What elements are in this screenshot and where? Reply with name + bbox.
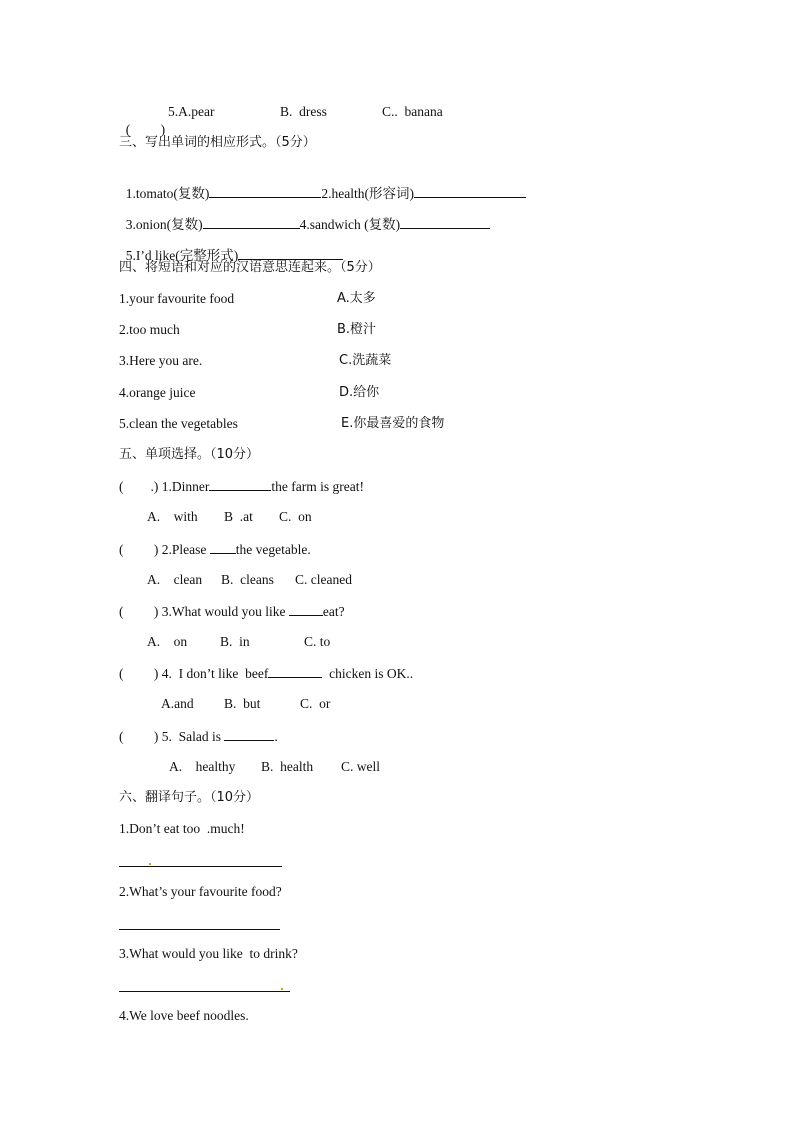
sec5-q3-option-c: C. to <box>304 634 331 649</box>
sec5-q2-option-a: A. clean <box>147 572 203 587</box>
sec4-left-5: 5.clean the vegetables <box>119 416 238 431</box>
sec5-q3-option-b: B. in <box>220 634 250 649</box>
sec6-answer-line-3[interactable] <box>119 991 290 992</box>
sec5-q1-blank[interactable] <box>209 477 271 491</box>
sec3-q3-blank[interactable] <box>203 215 300 229</box>
section-3-title: 三、写出单词的相应形式。（5分） <box>119 135 316 150</box>
question-text: the vegetable. <box>235 542 311 557</box>
sec4-left-3: 3.Here you are. <box>119 353 203 368</box>
sec4-right-e: E.你最喜爱的食物 <box>341 416 445 431</box>
sec2-q5-option-b: B. dress <box>280 104 327 119</box>
answer-paren[interactable]: ( ) <box>119 729 159 744</box>
sec5-q3-option-a: A. on <box>147 634 188 649</box>
sec3-q3-label: 3.onion(复数) <box>125 217 203 232</box>
sec5-q1 <box>119 477 364 496</box>
sec4-left-2: 2.too much <box>119 322 180 337</box>
sec3-q4-blank[interactable] <box>400 215 490 229</box>
question-text: 2.Please <box>158 542 210 557</box>
sec3-q1-blank[interactable] <box>209 184 321 198</box>
sec5-q4 <box>119 664 413 683</box>
sec4-right-a: A.太多 <box>337 291 376 306</box>
sec6-sentence-1: 1.Don’t eat too .much! <box>119 821 245 836</box>
answer-paren[interactable]: ( ) <box>125 122 166 137</box>
question-text: 5. Salad is <box>158 729 225 744</box>
sec5-q1-option-a: A. with <box>147 509 198 524</box>
sec3-q2-blank[interactable] <box>414 184 526 198</box>
sec5-q2-blank[interactable] <box>210 540 236 554</box>
sec4-right-c: C.洗蔬菜 <box>339 353 392 368</box>
sec4-right-d: D.给你 <box>339 385 380 400</box>
sec6-sentence-3: 3.What would you like to drink? <box>119 946 298 961</box>
question-text: 1.Dinner <box>158 479 210 494</box>
question-text: chicken is OK.. <box>322 666 414 681</box>
sec5-q4-option-b: B. but <box>224 696 261 711</box>
sec5-q2 <box>119 540 311 559</box>
sec4-right-b: B.橙汁 <box>337 322 377 337</box>
sec5-q2-option-c: C. cleaned <box>295 572 352 587</box>
sec5-q5-option-a: A. healthy <box>169 759 236 774</box>
question-text: the farm is great! <box>271 479 364 494</box>
sec6-sentence-4: 4.We love beef noodles. <box>119 1008 249 1023</box>
sec5-q1-option-b: B .at <box>224 509 253 524</box>
sec4-left-1: 1.your favourite food <box>119 291 235 306</box>
question-text: 4. I don’t like beef <box>158 666 269 681</box>
sec6-sentence-2: 2.What’s your favourite food? <box>119 884 282 899</box>
sec5-q4-blank[interactable] <box>268 664 322 678</box>
sec5-q2-option-b: B. cleans <box>221 572 274 587</box>
sec3-q2-label: 2.health(形容词) <box>321 186 414 201</box>
sec3-q1-label: 1.tomato(复数) <box>125 186 210 201</box>
answer-paren[interactable]: ( .) <box>119 479 159 494</box>
sec5-q5-blank[interactable] <box>224 727 274 741</box>
sec5-q5-option-b: B. health <box>261 759 314 774</box>
sec6-answer-line-1[interactable] <box>119 866 282 867</box>
sec5-q1-option-c: C. on <box>279 509 312 524</box>
sec6-answer-line-2[interactable] <box>119 929 280 930</box>
sec5-q4-option-a: A.and <box>161 696 194 711</box>
sec5-q4-option-c: C. or <box>300 696 331 711</box>
sec5-q5 <box>119 727 278 746</box>
sec3-q5-label: 5.I’d like(完整形式) <box>125 248 239 263</box>
answer-paren[interactable]: ( ) <box>119 666 159 681</box>
sec4-left-4: 4.orange juice <box>119 385 196 400</box>
answer-paren[interactable]: ( ) <box>119 604 159 619</box>
sec5-q3-blank[interactable] <box>289 602 323 616</box>
sec3-q4-label: 4.sandwich (复数) <box>299 217 401 232</box>
question-text: . <box>274 729 278 744</box>
sec3-q5-blank[interactable] <box>238 246 343 260</box>
sec2-q5-option-c: C.. banana <box>382 104 443 119</box>
sec2-q5-option-a: 5.A.pear <box>168 104 215 119</box>
section-4-title: 四、将短语和对应的汉语意思连起来。（5分） <box>119 260 381 275</box>
yellow-mark <box>281 988 283 990</box>
section-6-title: 六、翻译句子。（10分） <box>119 790 260 805</box>
question-text: eat? <box>322 604 345 619</box>
section-5-title: 五、单项选择。（10分） <box>119 447 260 462</box>
answer-paren[interactable]: ( ) <box>119 542 159 557</box>
sec5-q3 <box>119 602 345 621</box>
yellow-mark <box>149 863 151 865</box>
sec5-q5-option-c: C. well <box>341 759 380 774</box>
question-text: 3.What would you like <box>158 604 289 619</box>
